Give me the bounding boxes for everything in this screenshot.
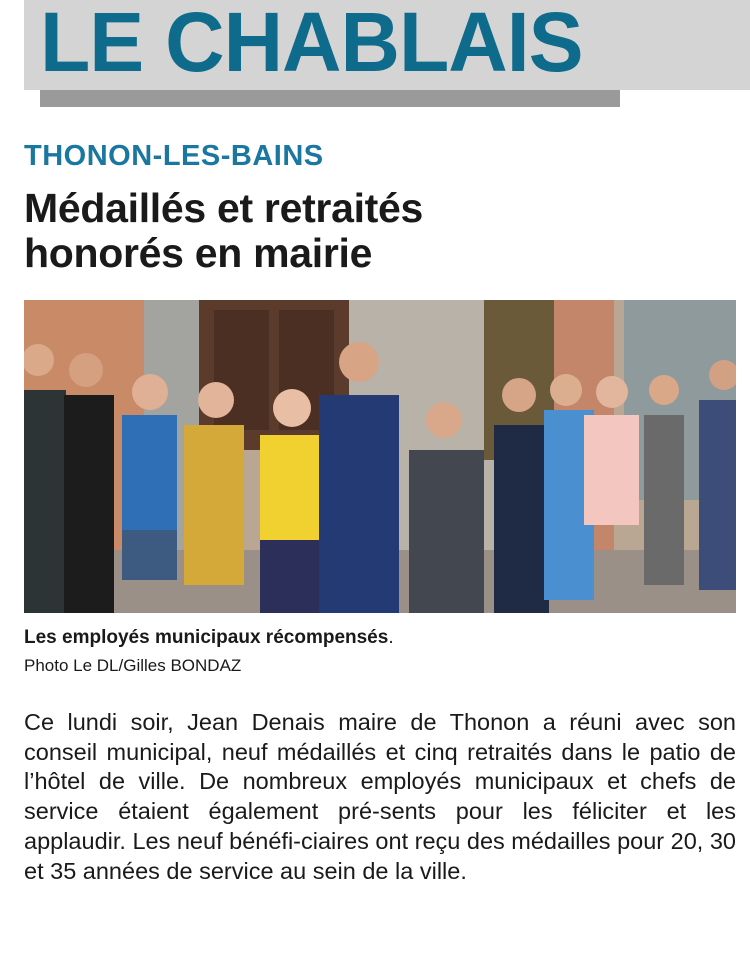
article-kicker: THONON-LES-BAINS: [24, 140, 324, 172]
photo-caption: [24, 624, 394, 651]
group-photo: [24, 300, 736, 613]
headline-line-1: Médaillés et retraités: [24, 185, 424, 231]
photo-credit: Photo Le DL/Gilles BONDAZ: [24, 656, 242, 675]
masthead-underline: [40, 90, 620, 107]
article-headline: [24, 186, 724, 276]
caption-period: .: [388, 627, 394, 648]
newspaper-title: LE CHABLAIS: [40, 0, 583, 89]
caption-text: Les employés municipaux récompensés: [24, 627, 389, 648]
article-body: Ce lundi soir, Jean Denais maire de Thonon a réuni avec son conseil municipal, neuf médaillés et cinq retraités dans le patio de l’hôtel de ville. De nombreux employés municipaux et chefs de service étaient également pré-sents pour les féliciter et les applaudir. Les neuf bénéfi-ciaires ont reçu des médailles pour 20, 30 et 35 années de service au sein de la ville.: [24, 709, 736, 884]
headline-line-2: honorés en mairie: [24, 230, 373, 276]
